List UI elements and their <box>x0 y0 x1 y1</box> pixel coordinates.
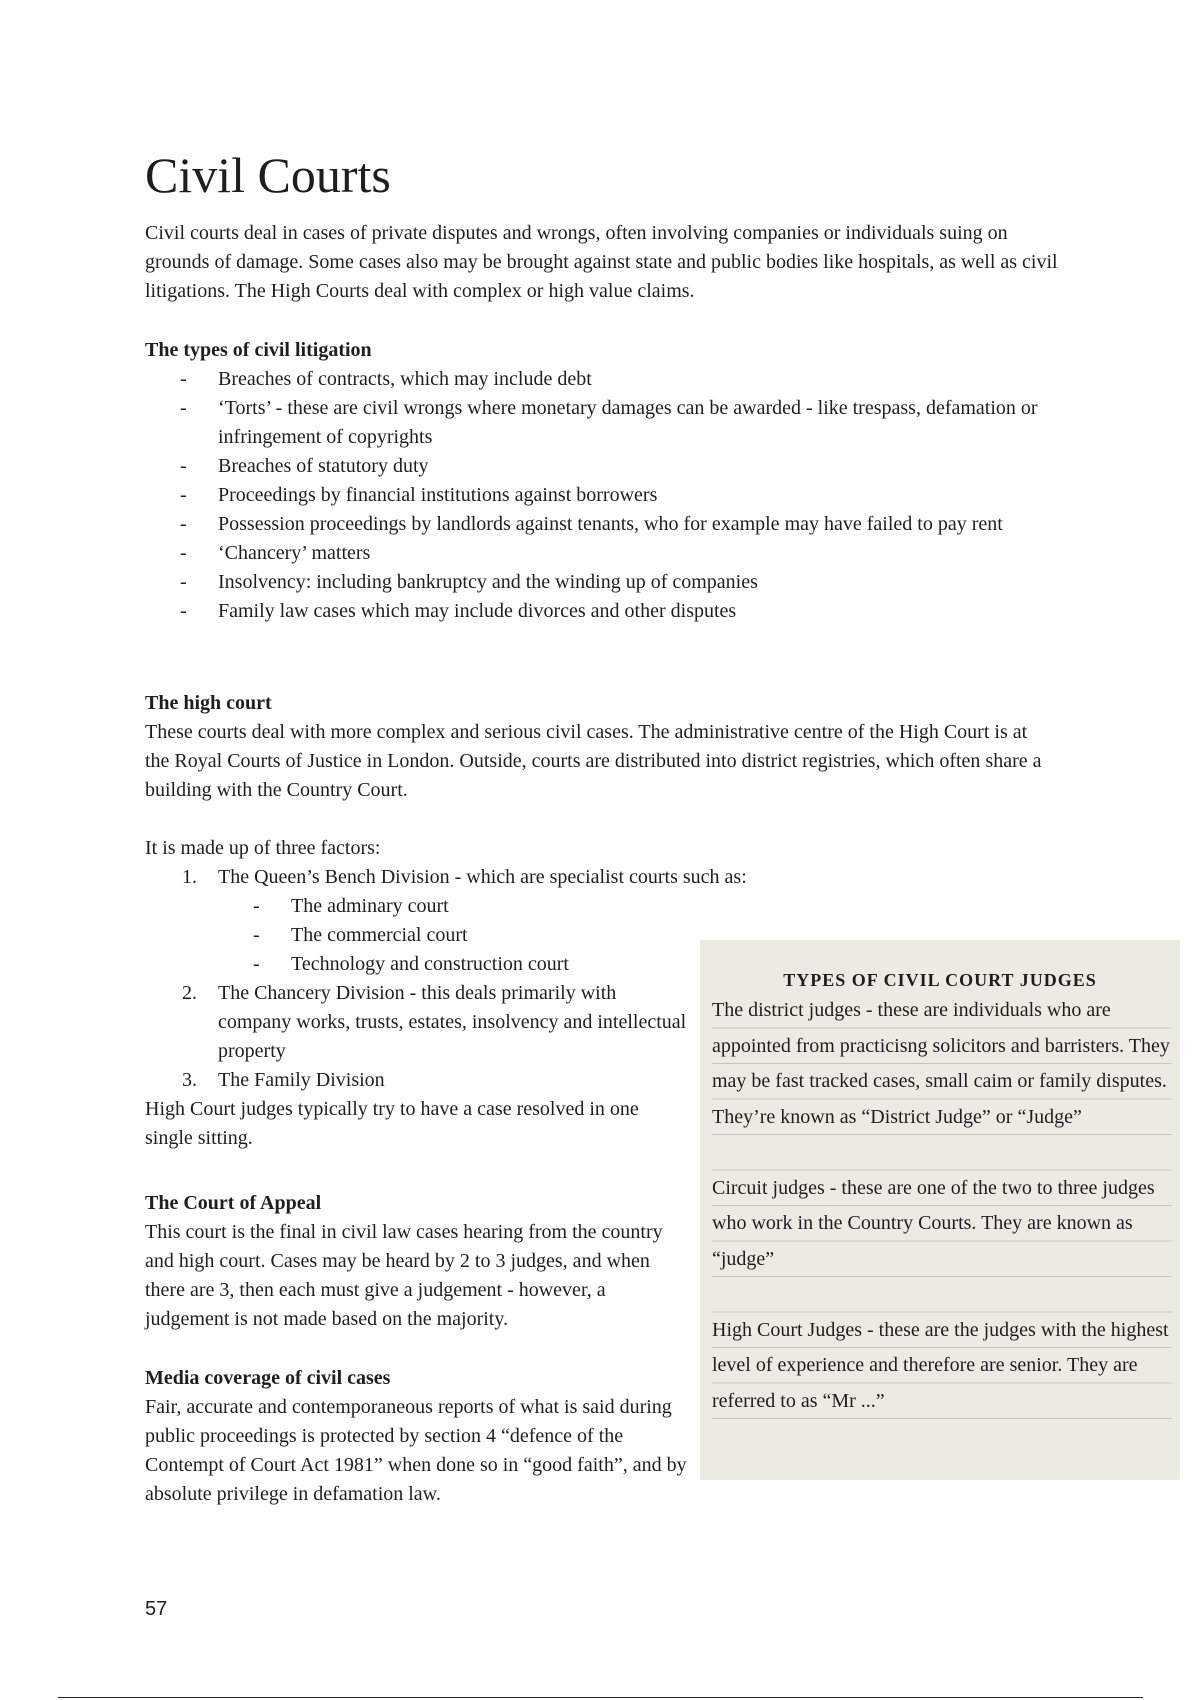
judges-notes <box>712 993 1172 1419</box>
factor-item <box>182 979 690 1066</box>
district-judges-text: The district judges - these are individuals who are appointed from practicisng solicitors and barristers. They may be fast tracked cases, small caim or family disputes. They’re known as “District Judge” or “Judge” <box>712 999 1170 1128</box>
factor-number: 3. <box>182 1069 197 1091</box>
factor-item <box>182 1066 690 1095</box>
factor-text: The Chancery Division - this deals primarily with company works, trusts, estates, insolvency and intellectual property <box>218 982 687 1062</box>
factor-text: The Family Division <box>218 1069 385 1091</box>
high-court-heading: The high court <box>145 692 272 714</box>
factors-list <box>145 863 747 1095</box>
specialist-courts-list <box>218 892 690 979</box>
factor-text: The Queen’s Bench Division - which are specialist courts such as: <box>218 866 747 888</box>
factors-intro: It is made up of three factors: <box>145 837 381 859</box>
list-item: - Breaches of statutory duty <box>218 452 1065 481</box>
intro-paragraph: Civil courts deal in cases of private disputes and wrongs, often involving companies or individuals suing on grounds of damage. Some cases also may be brought against state and public bodies like hospitals, as well as civil litigations. The High Courts deal with complex or high value claims. <box>145 222 1058 302</box>
factor-number: 2. <box>182 982 197 1004</box>
factor-item <box>182 863 747 979</box>
appeal-body: This court is the final in civil law cases hearing from the country and high court. Cases may be heard by 2 to 3 judges, and when there are 3, then each must give a judgement - however, a judgement is not made based on the majority. <box>145 1221 663 1330</box>
appeal-heading: The Court of Appeal <box>145 1192 322 1214</box>
list-item: - ‘Chancery’ matters <box>218 539 1065 568</box>
judges-title: TYPES OF CIVIL COURT JUDGES <box>783 970 1097 990</box>
list-item: - The commercial court <box>291 921 690 950</box>
list-item: - ‘Torts’ - these are civil wrongs where monetary damages can be awarded - like trespass, defamation or infringement of copyrights <box>218 394 1065 452</box>
litigation-list <box>145 365 1065 626</box>
high-court-closing: High Court judges typically try to have a case resolved in one single sitting. <box>145 1098 639 1149</box>
page-number: 57 <box>145 1598 168 1620</box>
intro-section <box>145 219 1065 306</box>
high-court-section <box>145 689 1045 805</box>
media-heading: Media coverage of civil cases <box>145 1367 391 1389</box>
media-body: Fair, accurate and contemporaneous reports of what is said during public proceedings is protected by section 4 “defence of the Contempt of Court Act 1981” when done so in “good faith”, and by absolute privilege in defamation law. <box>145 1396 687 1505</box>
circuit-judges-text: Circuit judges - these are one of the two to three judges who work in the Country Courts. They are known as “judge” <box>712 1176 1155 1270</box>
list-item: - Insolvency: including bankruptcy and the winding up of companies <box>218 568 1065 597</box>
list-item: - Proceedings by financial institutions against borrowers <box>218 481 1065 510</box>
judges-sidebar <box>700 940 1180 1480</box>
factors-section <box>145 834 747 1153</box>
factor-number: 1. <box>182 866 197 888</box>
high-court-judges-text: High Court Judges - these are the judges with the highest level of experience and therefore are senior. They are referred to as “Mr ...” <box>712 1318 1169 1412</box>
list-item: - The adminary court <box>291 892 690 921</box>
litigation-heading: The types of civil litigation <box>145 339 372 361</box>
list-item: - Family law cases which may include divorces and other disputes <box>218 597 1065 626</box>
list-item: - Technology and construction court <box>291 950 690 979</box>
appeal-section <box>145 1189 690 1334</box>
page-title: Civil Courts <box>145 147 391 203</box>
list-item: - Breaches of contracts, which may include debt <box>218 365 1065 394</box>
media-section <box>145 1364 690 1509</box>
high-court-body: These courts deal with more complex and serious civil cases. The administrative centre of the High Court is at the Royal Courts of Justice in London. Outside, courts are distributed into district registries, which often share a building with the Country Court. <box>145 721 1042 801</box>
list-item: - Possession proceedings by landlords against tenants, who for example may have failed to pay rent <box>218 510 1065 539</box>
footer-divider <box>58 1697 1143 1698</box>
litigation-section <box>145 336 1065 626</box>
